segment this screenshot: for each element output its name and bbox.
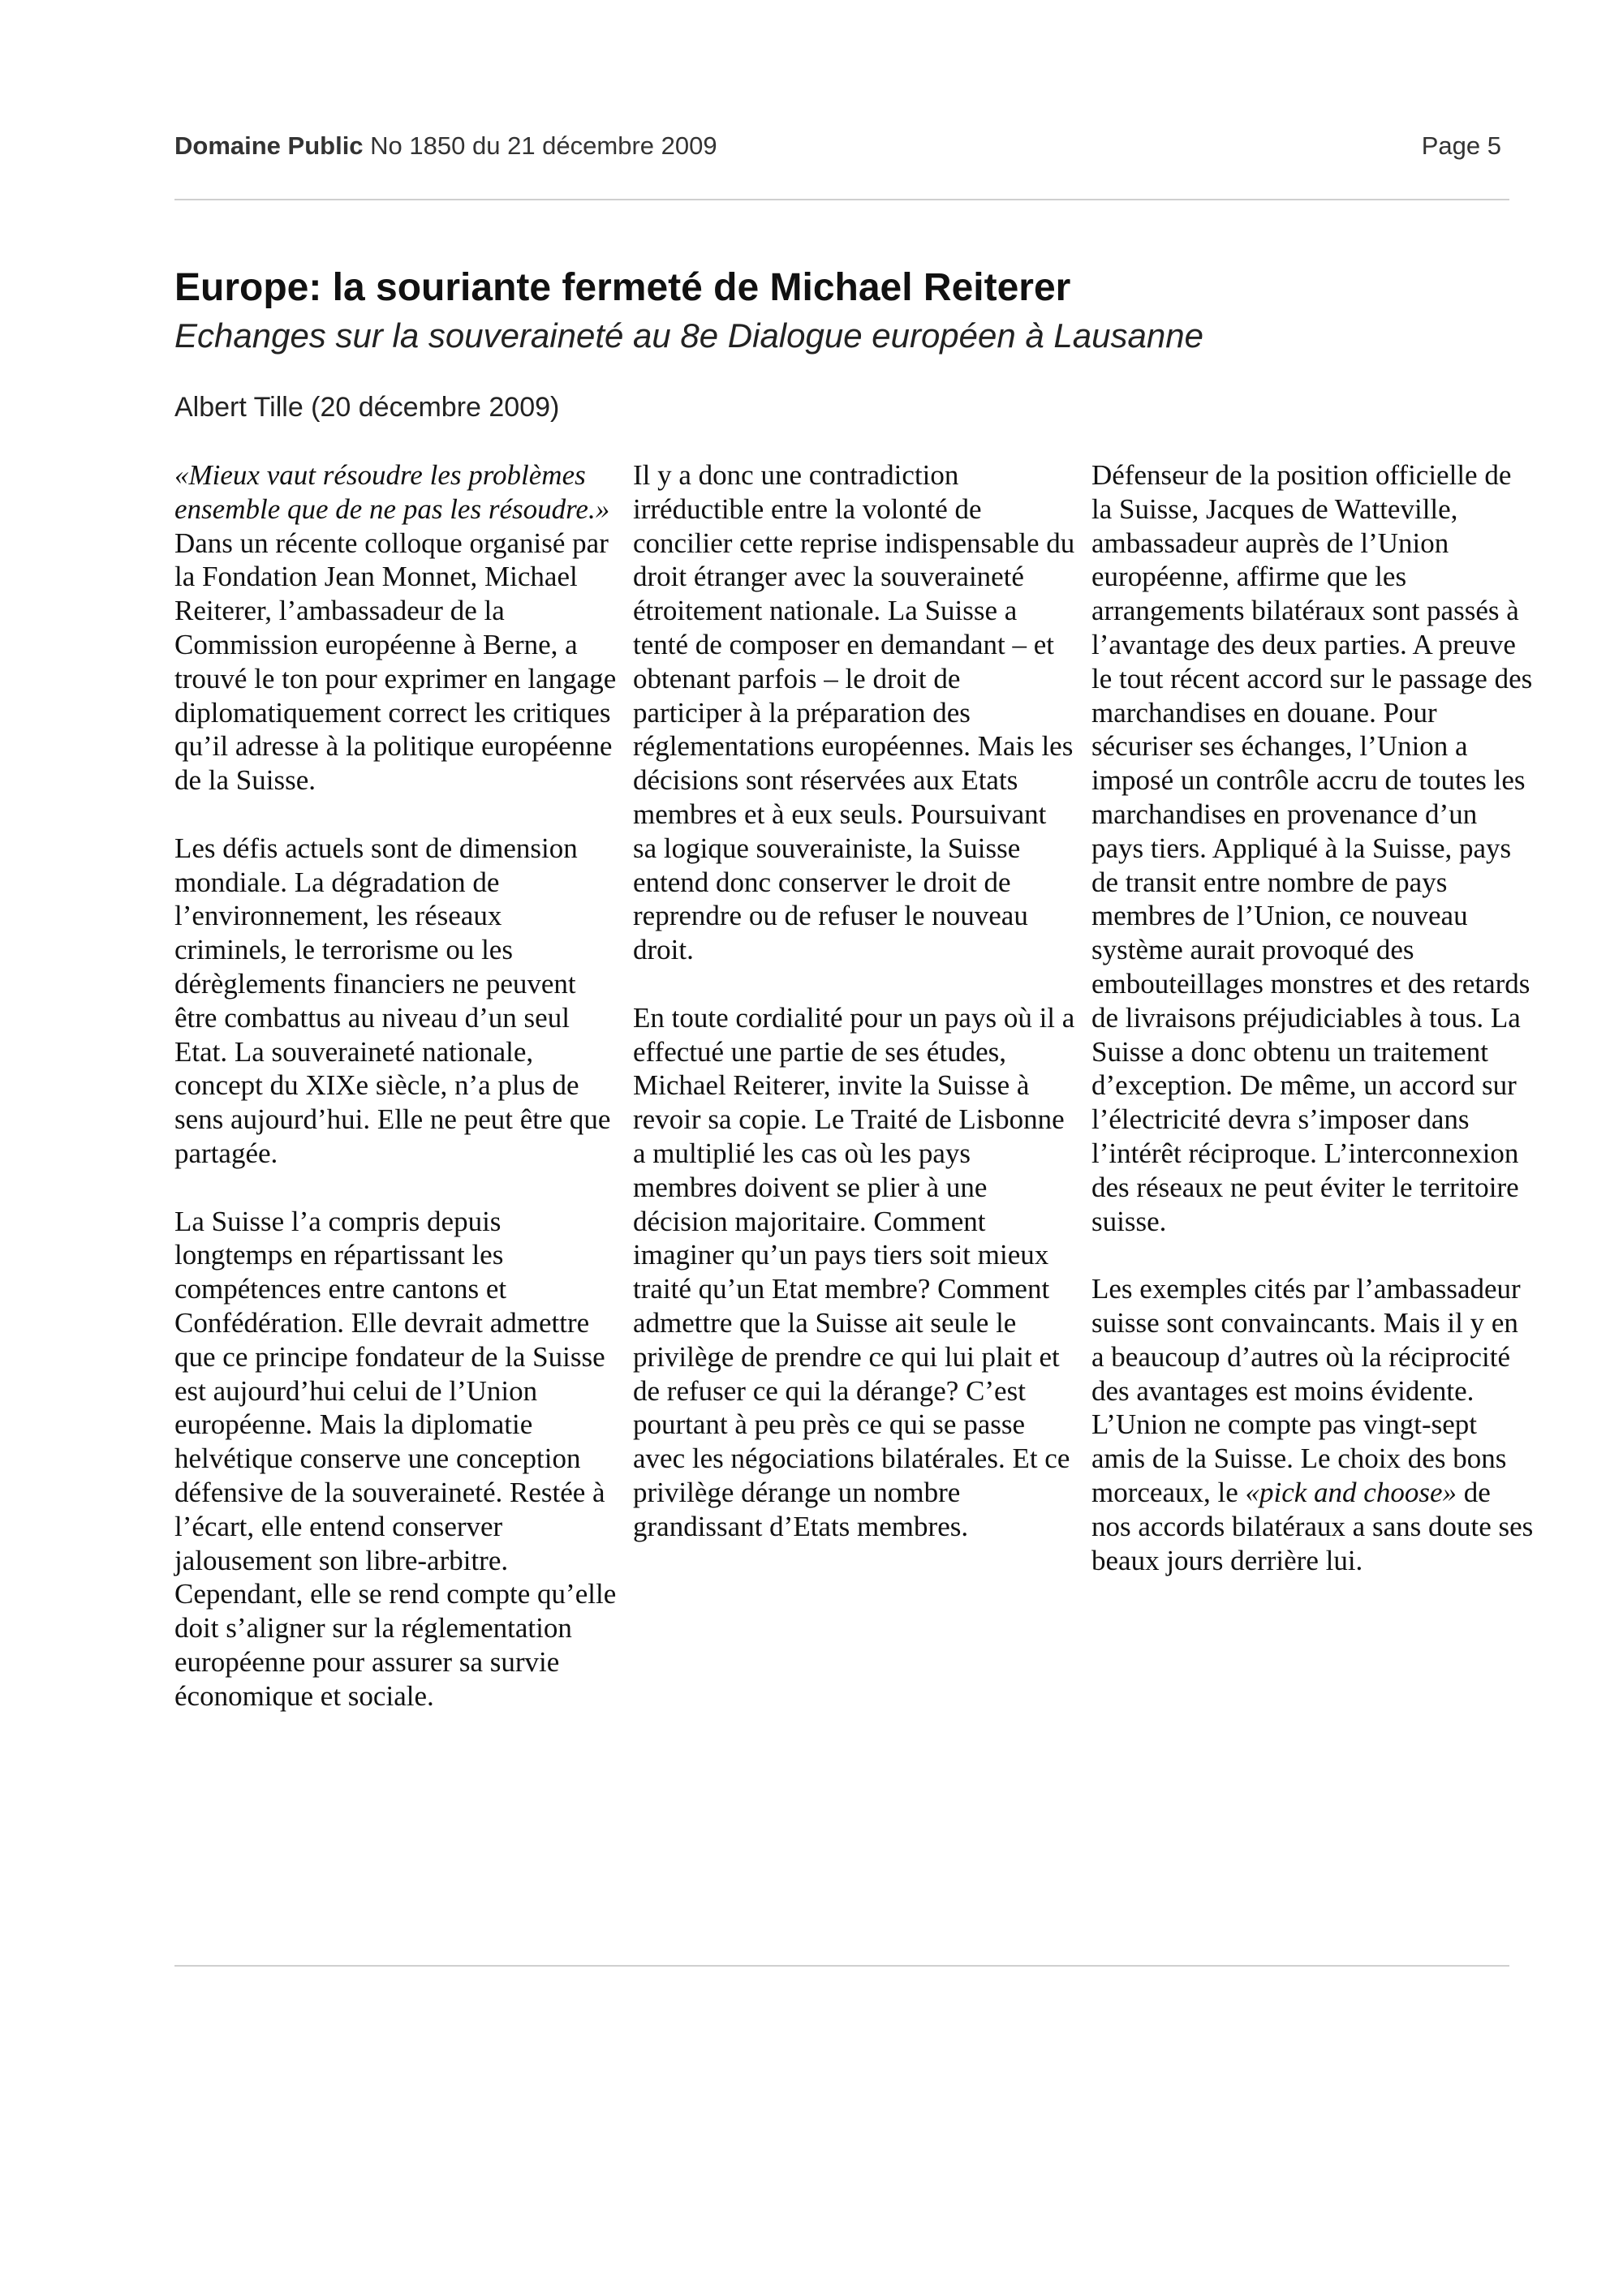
paragraph-6: Défenseur de la position officielle de la Suisse, Jacques de Watteville, ambassadeur auprès de l’Union européenne, affirme que les arrangements bilatéraux sont passés à l’avantage des deux parties. A preuve le tout récent accord sur le passage des marchandises en douane. Pour sécuriser ses échanges, l’Union a imposé un contrôle accru de toutes les marchandises en provenance d’un pays tiers. Appliqué à la Suisse, pays de transit entre nombre de pays membres de l’Union, ce nouveau système aurait provoqué des embouteillages monstres et des retards de livraisons préjudiciables à tous. La Suisse a donc obtenu un traitement d’exception. De même, un accord sur l’électricité devra s’imposer dans l’intérêt réciproque. L’interconnexion des réseaux ne peut éviter le territoire suisse. (1091, 459, 1533, 1237)
page-header (174, 131, 1509, 161)
paragraph-7-end: de nos accords bilatéraux a sans doute ses beaux jours derrière lui. (1091, 1476, 1534, 1576)
paragraph-5: En toute cordialité pour un pays où il a effectué une partie de ses études, Michael Reiterer, invite la Suisse à revoir sa copie. Le Traité de Lisbonne a multiplié les cas où les pays membres doivent se plier à une décision majoritaire. Comment imaginer qu’un pays tiers soit mieux traité qu’un Etat membre? Comment admettre que la Suisse ait seule le privilège de prendre ce qui lui plait et de refuser ce qui la dérange? C’est pourtant à peu près ce qui se passe avec les négociations bilatérales. Et ce privilège dérange un nombre grandissant d’Etats membres. (633, 1001, 1075, 1542)
page-number: Page 5 (1421, 131, 1501, 160)
paragraph-intro (174, 458, 617, 798)
article-column-2 (633, 458, 1075, 1577)
article-subtitle: Echanges sur la souveraineté au 8e Dialogue européen à Lausanne (174, 316, 1203, 355)
article-column-1 (174, 458, 617, 1747)
paragraph-3: La Suisse l’a compris depuis longtemps en répartissant les compétences entre cantons et Confédération. Elle devrait admettre que ce principe fondateur de la Suisse est aujourd’hui celui de l’Union européenne. Mais la diplomatie helvétique conserve une conception défensive de la souveraineté. Restée à l’écart, elle entend conserver jalousement son libre-arbitre. Cependant, elle se rend compte qu’elle doit s’aligner sur la réglementation européenne pour assurer sa survie économique et sociale. (174, 1205, 617, 1712)
paragraph-7 (1091, 1272, 1534, 1577)
publication-name: Domaine Public (174, 131, 364, 160)
footer-divider (174, 1965, 1509, 1967)
intro-text: Dans un récente colloque organisé par la Fondation Jean Monnet, Michael Reiterer, l’ambassadeur de la Commission européenne à Berne, a trouvé le ton pour exprimer en langage diplomatiquement correct les critiques qu’il adresse à la politique européenne de la Suisse. (174, 527, 617, 797)
header-divider (174, 199, 1509, 200)
paragraph-7-start: Les exemples cités par l’ambassadeur suisse sont convaincants. Mais il y en a beaucoup d’autres où la réciprocité des avantages est moins évidente. L’Union ne compte pas vingt-sept amis de la Suisse. Le choix des bons morceaux, le (1091, 1273, 1521, 1508)
article-title: Europe: la souriante fermeté de Michael Reiterer (174, 266, 1071, 309)
pick-and-choose-quote: «pick and choose» (1245, 1476, 1457, 1508)
paragraph-2: Les défis actuels sont de dimension mondiale. La dégradation de l’environnement, les réseaux criminels, le terrorisme ou les dérèglements financiers ne peuvent être combattus au niveau d’un seul Etat. La souveraineté nationale, concept du XIXe siècle, n’a plus de sens aujourd’hui. Elle ne peut être que partagée. (174, 832, 611, 1169)
intro-quote: «Mieux vaut résoudre les problèmes ensemble que de ne pas les résoudre.» (174, 459, 610, 525)
article-column-3 (1091, 458, 1534, 1611)
issue-info: No 1850 du 21 décembre 2009 (370, 131, 717, 160)
article-byline: Albert Tille (20 décembre 2009) (174, 392, 560, 423)
paragraph-4: Il y a donc une contradiction irréductible entre la volonté de concilier cette reprise indispensable du droit étranger avec la souveraineté étroitement nationale. La Suisse a tenté de composer en demandant – et obtenant parfois – le droit de participer à la préparation des réglementations européennes. Mais les décisions sont réservées aux Etats membres et à eux seuls. Poursuivant sa logique souverainiste, la Suisse entend donc conserver le droit de reprendre ou de refuser le nouveau droit. (633, 459, 1075, 966)
